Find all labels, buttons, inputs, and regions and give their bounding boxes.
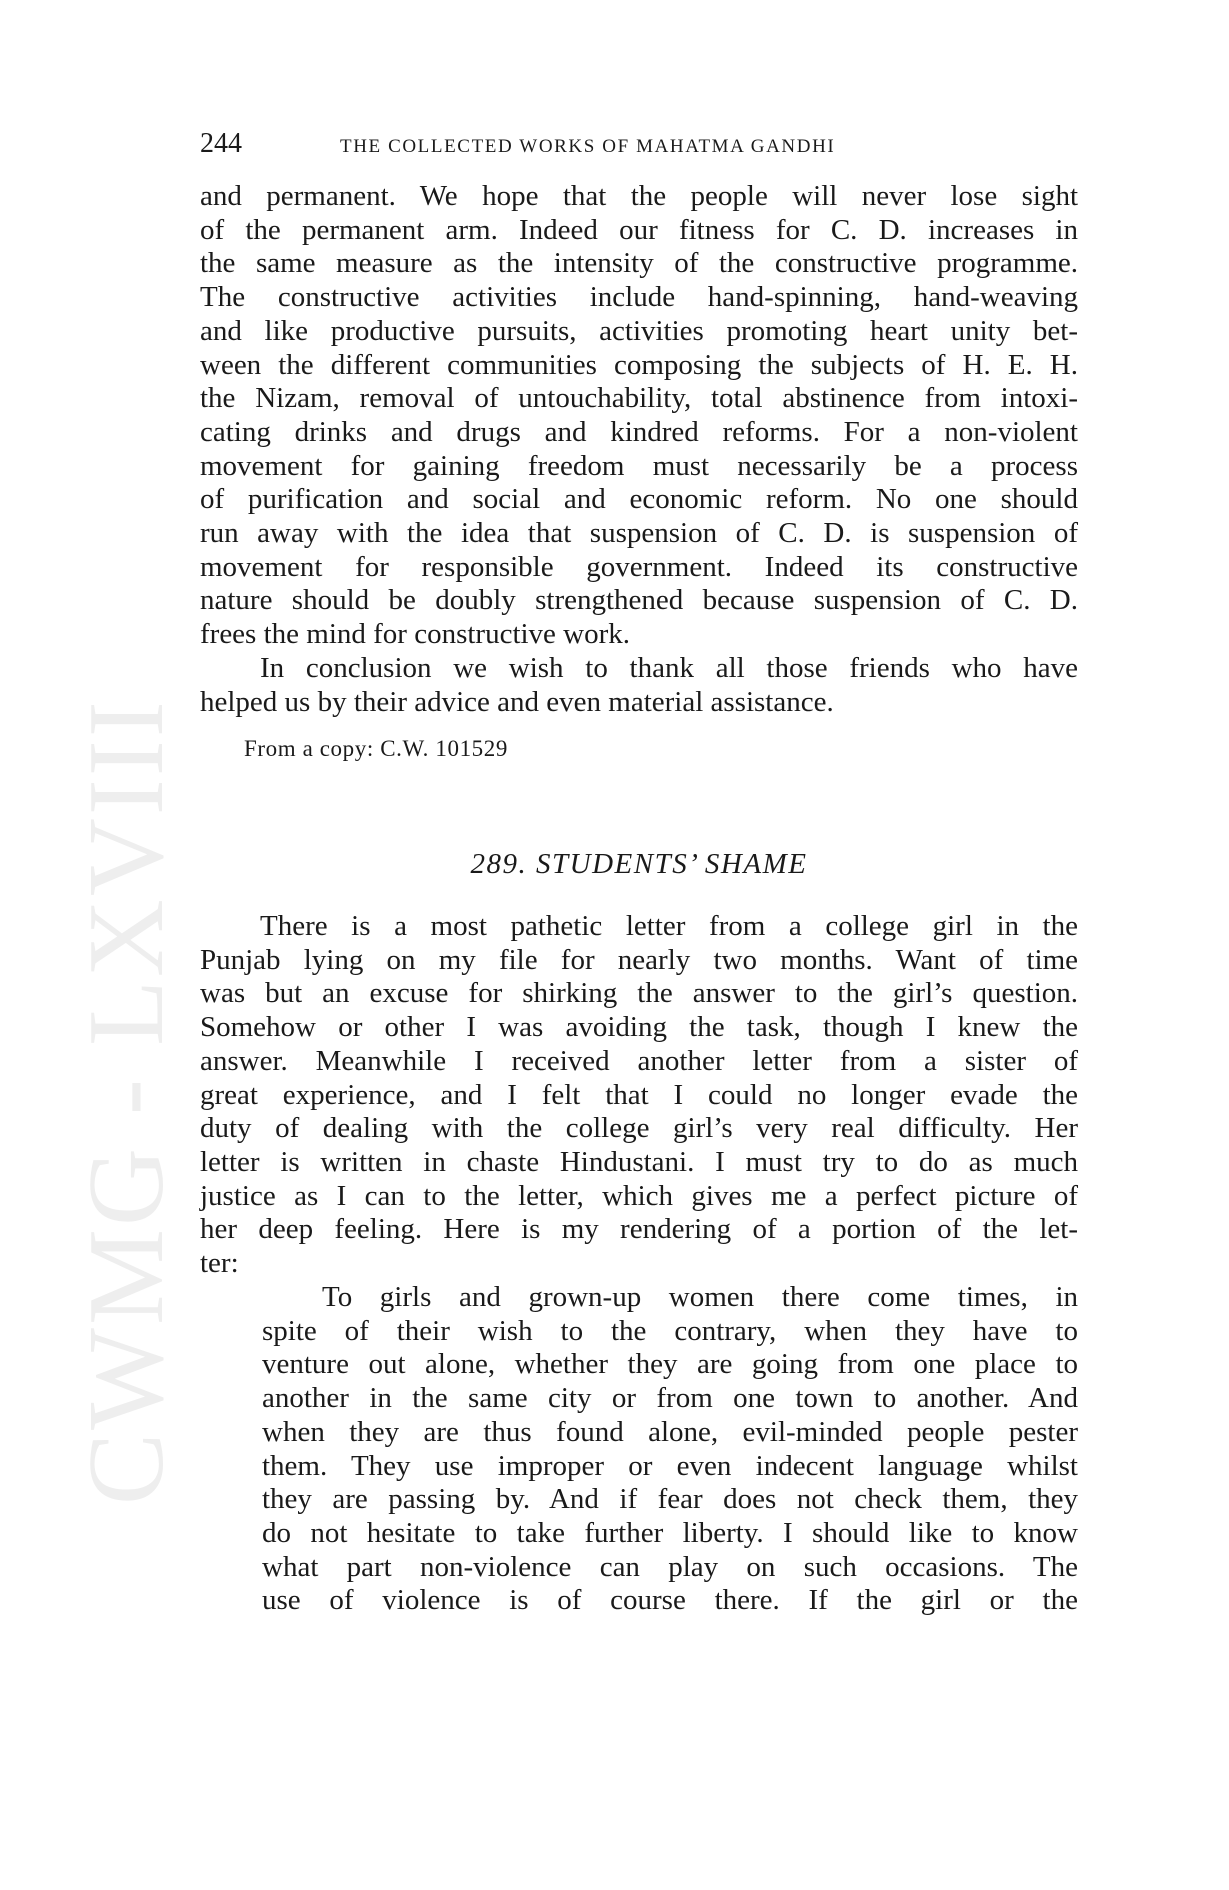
text-line: justice as I can to the letter, which gives me a perfect picture of — [200, 1179, 1078, 1212]
text-line: venture out alone, whether they are going from one place to — [262, 1348, 1078, 1381]
text-line: cating drinks and drugs and kindred reforms. For a non-violent — [200, 415, 1078, 448]
text-line: the same measure as the intensity of the constructive programme. — [200, 247, 1078, 280]
text-line: of purification and social and economic reform. No one should — [200, 483, 1078, 516]
text-line: Somehow or other I was avoiding the task, though I knew the — [200, 1011, 1078, 1044]
text-line: duty of dealing with the college girl’s very real difficulty. Her — [200, 1112, 1078, 1145]
text-line: was but an excuse for shirking the answer to the girl’s question. — [200, 977, 1078, 1010]
text-line: of the permanent arm. Indeed our fitness for C. D. increases in — [200, 213, 1078, 246]
text-line: run away with the idea that suspension of C. D. is suspension of — [200, 517, 1078, 550]
paragraph-3 — [200, 910, 1078, 1281]
source-note: From a copy: C.W. 101529 — [244, 736, 508, 761]
text-line: movement for responsible government. Indeed its constructive — [200, 550, 1078, 583]
text-line: another in the same city or from one town to another. And — [262, 1382, 1078, 1415]
text-line: The constructive activities include hand-spinning, hand-weaving — [200, 281, 1078, 314]
block-quote — [262, 1281, 1078, 1618]
text-line: what part non-violence can play on such occasions. The — [262, 1550, 1078, 1583]
text-line: helped us by their advice and even material assistance. — [200, 685, 834, 718]
text-line: the Nizam, removal of untouchability, total abstinence from intoxi- — [200, 382, 1078, 415]
paragraph-2 — [200, 652, 1078, 719]
text-line: spite of their wish to the contrary, when they have to — [262, 1314, 1078, 1347]
article-title: 289. STUDENTS’ SHAME — [470, 848, 808, 880]
text-line: do not hesitate to take further liberty. I should like to know — [262, 1516, 1078, 1549]
watermark: CWMG - LXVIII — [67, 698, 186, 1505]
text-line: her deep feeling. Here is my rendering of a portion of the let- — [200, 1213, 1078, 1246]
text-line: ween the different communities composing the subjects of H. E. H. — [200, 348, 1078, 381]
running-head: THE COLLECTED WORKS OF MAHATMA GANDHI — [340, 136, 836, 157]
text-line: letter is written in chaste Hindustani. I must try to do as much — [200, 1145, 1078, 1178]
text-line: and permanent. We hope that the people will never lose sight — [200, 180, 1078, 212]
text-line: use of violence is of course there. If the girl or the — [262, 1584, 1078, 1617]
text-line: frees the mind for constructive work. — [200, 618, 631, 651]
text-line: nature should be doubly strengthened because suspension of C. D. — [200, 584, 1078, 617]
text-line: answer. Meanwhile I received another letter from a sister of — [200, 1044, 1078, 1077]
text-line: them. They use improper or even indecent language whilst — [262, 1449, 1078, 1482]
text-line: In conclusion we wish to thank all those friends who have — [260, 652, 1078, 684]
page-header — [200, 128, 1078, 168]
text-line: Punjab lying on my file for nearly two months. Want of time — [200, 943, 1078, 976]
text-line: To girls and grown-up women there come times, in — [322, 1281, 1078, 1313]
text-line: great experience, and I felt that I could no longer evade the — [200, 1078, 1078, 1111]
text-line: ter: — [200, 1247, 239, 1280]
text-line: and like productive pursuits, activities promoting heart unity bet- — [200, 314, 1078, 347]
page-number: 244 — [200, 128, 242, 159]
text-line: they are passing by. And if fear does not check them, they — [262, 1483, 1078, 1516]
text-line: There is a most pathetic letter from a college girl in the — [260, 910, 1078, 942]
text-line: when they are thus found alone, evil-minded people pester — [262, 1415, 1078, 1448]
text-line: movement for gaining freedom must necessarily be a process — [200, 449, 1078, 482]
paragraph-1 — [200, 180, 1078, 652]
